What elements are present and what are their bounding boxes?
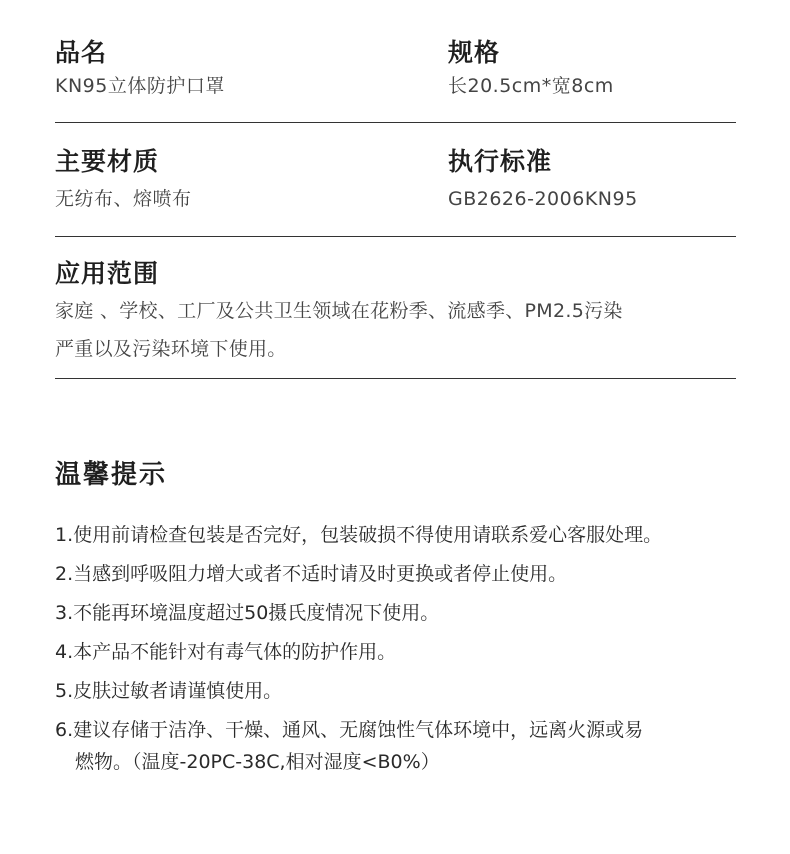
- scope-line-1: 家庭 、学校、工厂及公共卫生领域在花粉季、流感季、PM2.5污染: [55, 300, 623, 322]
- tip-item-6: [55, 711, 755, 778]
- divider: [55, 378, 736, 379]
- spec-value-product-name: KN95立体防护口罩: [55, 75, 225, 97]
- spec-product-name: [55, 37, 435, 99]
- spec-value-size: 长20.5cm*宽8cm: [448, 75, 614, 97]
- tip-item-6-line-1: 6.建议存储于洁净、干燥、通风、无腐蚀性气体环境中，远离火源或易: [55, 719, 644, 741]
- scope-line-2: 严重以及污染环境下使用。: [55, 338, 287, 360]
- tip-item-3: 3.不能再环境温度超过50摄氏度情况下使用。: [55, 602, 440, 624]
- spec-material: [55, 146, 435, 212]
- spec-label-standard: 执行标准: [448, 147, 553, 176]
- tip-item-4: 4.本产品不能针对有毒气体的防护作用。: [55, 641, 397, 663]
- spec-size: [448, 37, 738, 99]
- spec-value-scope: [55, 292, 736, 368]
- tip-item-6-line-2: 燃物。（温度-20PC-38C,相对湿度<B0%）: [75, 751, 440, 773]
- spec-standard: [448, 146, 738, 212]
- spec-label-scope: 应用范围: [55, 259, 160, 288]
- spec-label-product-name: 品名: [55, 38, 108, 67]
- spec-label-size: 规格: [448, 38, 501, 67]
- tip-item-2: 2.当感到呼吸阻力增大或者不适时请及时更换或者停止使用。: [55, 563, 568, 585]
- tip-item-1: 1.使用前请检查包装是否完好，包装破损不得使用请联系爱心客服处理。: [55, 524, 663, 546]
- tips-list: [55, 516, 755, 778]
- spec-value-material: 无纺布、熔喷布: [55, 188, 192, 210]
- divider: [55, 236, 736, 237]
- spec-value-standard: GB2626-2006KN95: [448, 188, 638, 210]
- spec-label-material: 主要材质: [55, 147, 160, 176]
- spec-row-3: [55, 258, 736, 368]
- divider: [55, 122, 736, 123]
- tips-title: 温馨提示: [55, 460, 168, 490]
- tip-item-5: 5.皮肤过敏者请谨慎使用。: [55, 680, 283, 702]
